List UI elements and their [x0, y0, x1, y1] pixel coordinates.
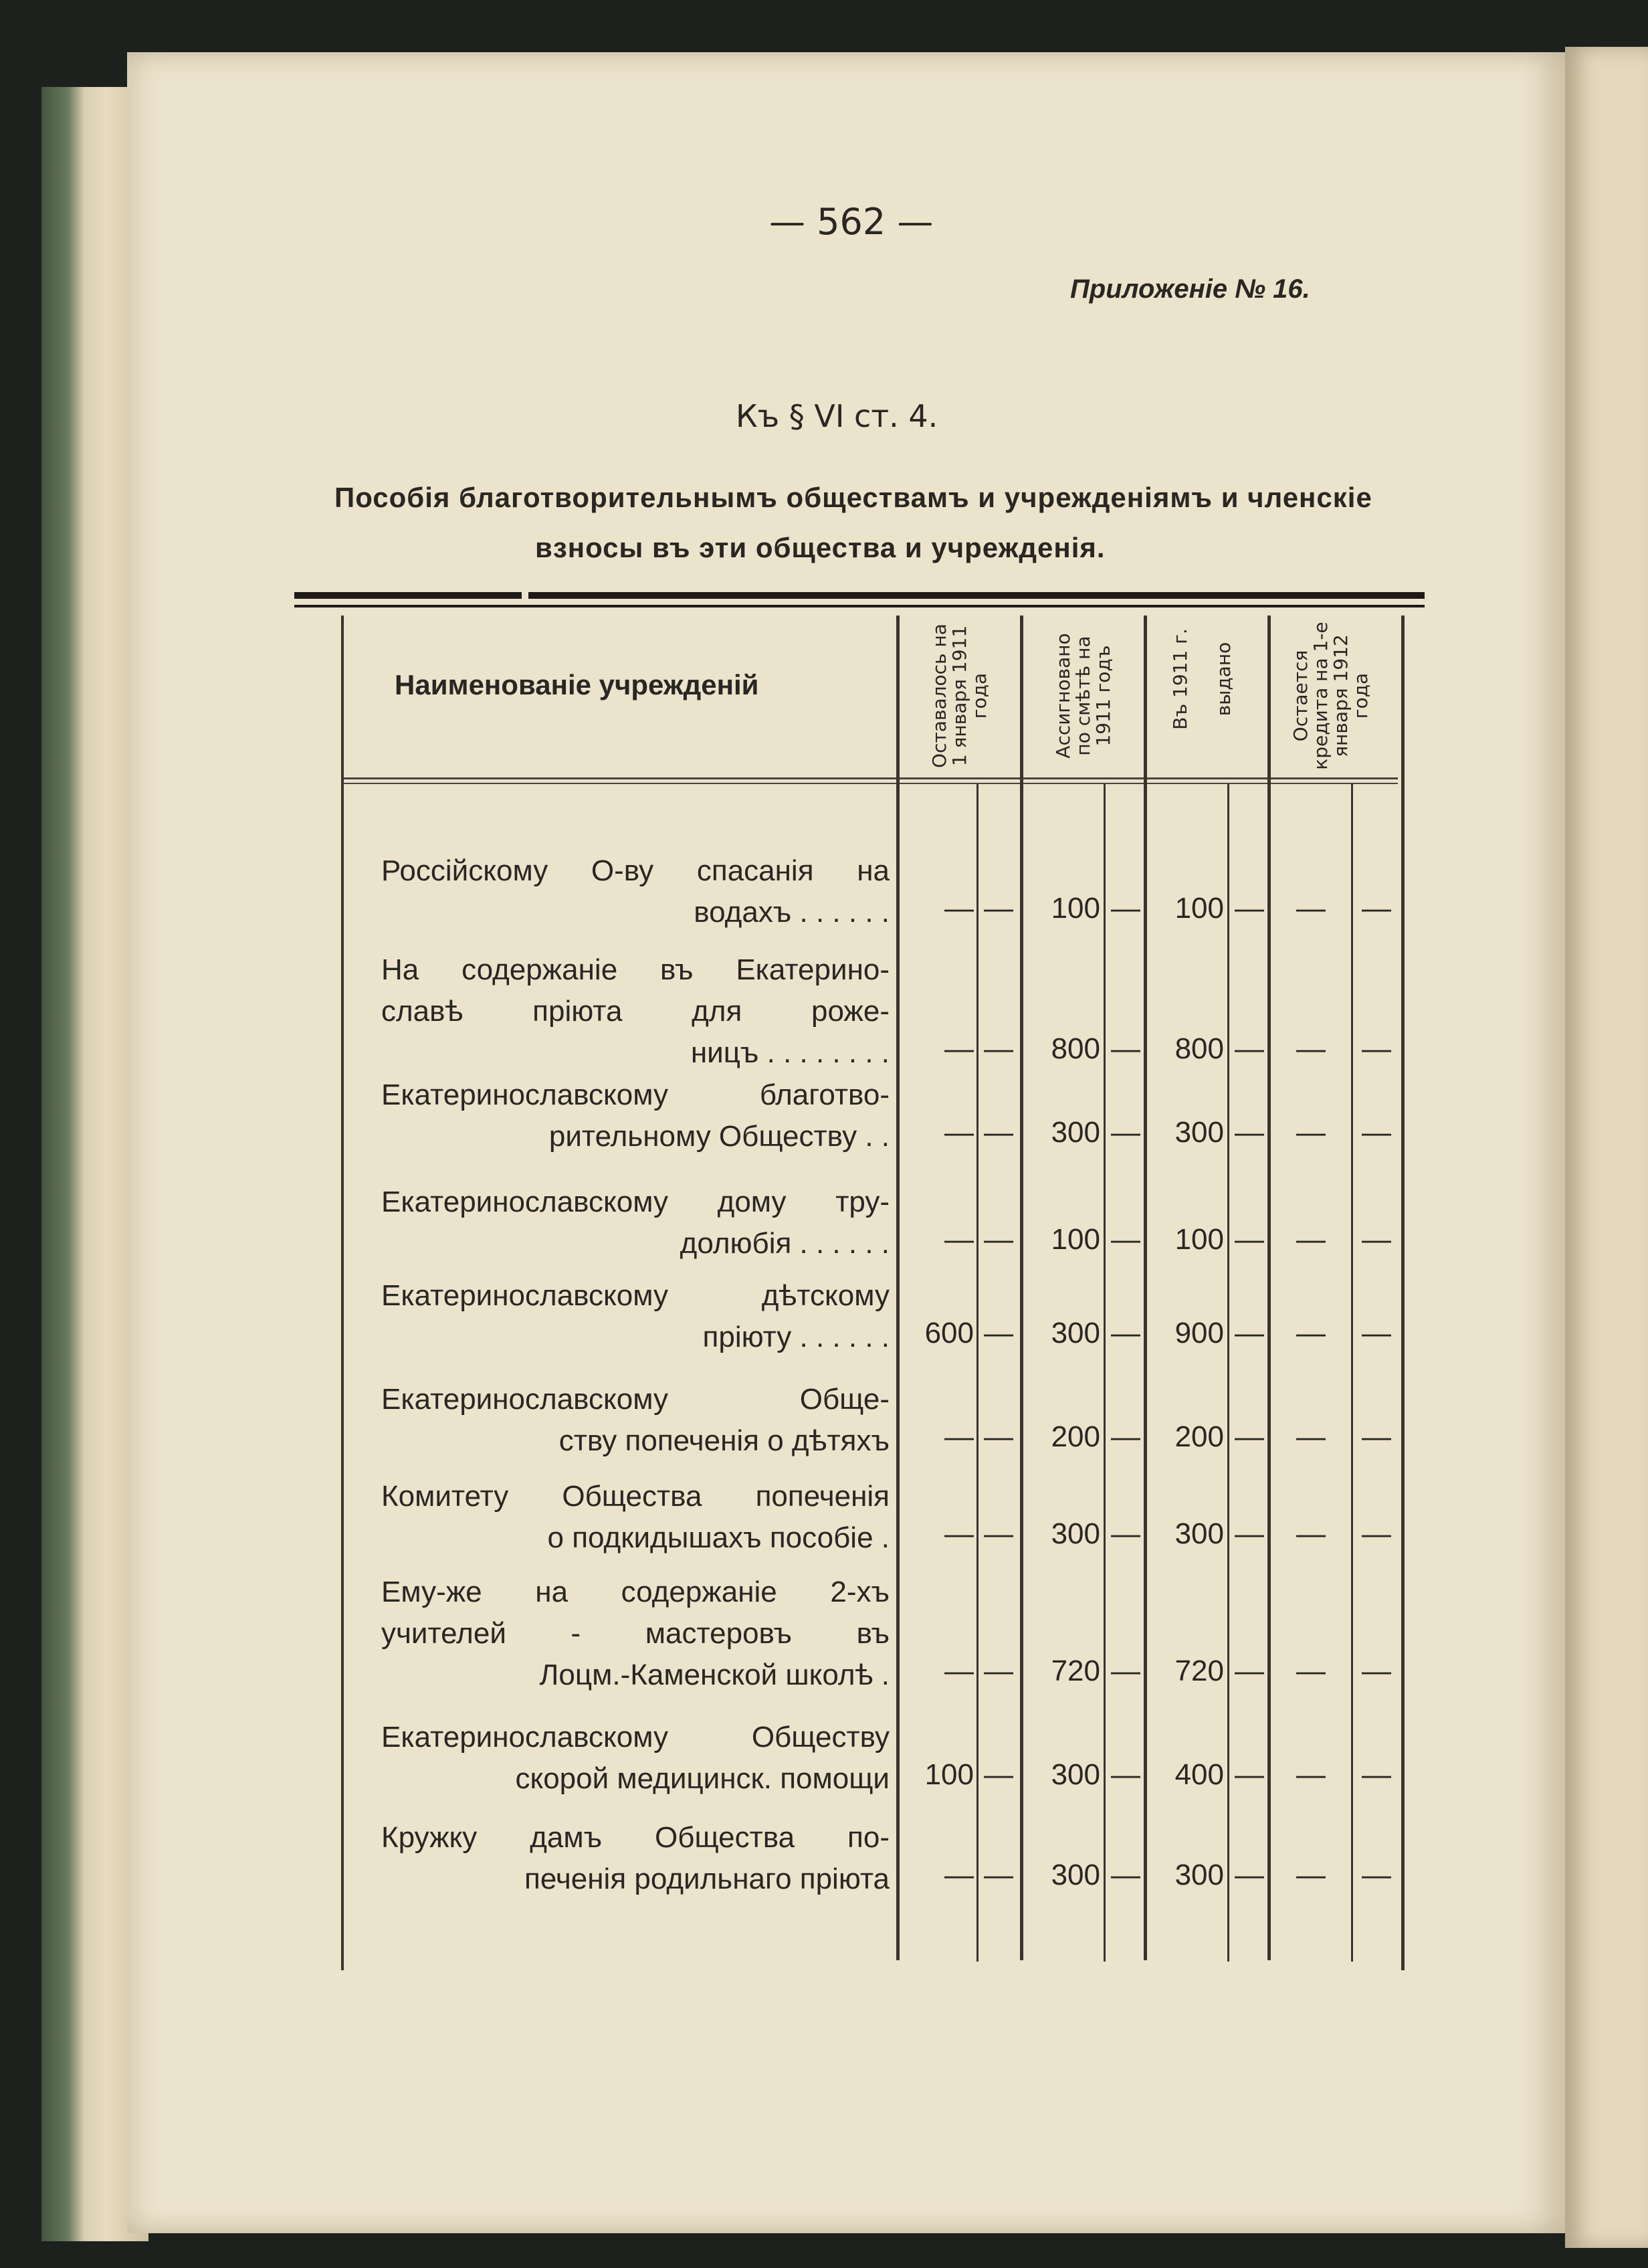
table-left-border — [341, 616, 344, 1970]
page-number: — 562 — — [769, 201, 934, 243]
cell-issued: 300 — [1174, 1517, 1224, 1550]
cell-remaining-1911: 100 — [924, 1758, 974, 1791]
cell-assigned: 720 — [1051, 1655, 1100, 1687]
cell-issued: 300 — [1174, 1116, 1224, 1149]
cell-issued: 200 — [1174, 1420, 1224, 1453]
cell-remaining-1912: — — [1296, 1758, 1326, 1791]
cell-fraction-dash: — — [1362, 1517, 1391, 1550]
cell-fraction-dash: — — [1235, 1758, 1264, 1791]
cell-remaining-1911: — — [944, 1517, 974, 1550]
column-header-assigned: Ассигновано по смѣтѣ на 1911 годъ — [1052, 633, 1114, 759]
column-header-remaining-1911: Оставалось на 1 января 1911 года — [928, 624, 991, 768]
cell-fraction-dash: — — [1235, 1859, 1264, 1891]
table-top-rule-right — [528, 592, 1425, 599]
cell-fraction-dash: — — [1362, 1317, 1391, 1349]
row-name-line: Комитету Общества попеченiя — [381, 1480, 890, 1513]
cell-remaining-1912: — — [1296, 892, 1326, 925]
cell-remaining-1911: — — [944, 1655, 974, 1687]
row-name-line: долюбiя . . . . . . — [680, 1227, 890, 1260]
cell-fraction-dash: — — [1111, 1032, 1140, 1065]
cell-fraction-dash: — — [1235, 1116, 1264, 1149]
cell-fraction-dash: — — [984, 1420, 1013, 1453]
row-name-line: На содержанiе въ Екатерино- — [381, 953, 890, 986]
cell-fraction-dash: — — [1235, 1032, 1264, 1065]
cell-fraction-dash: — — [1362, 1223, 1391, 1256]
cell-fraction-dash: — — [984, 1655, 1013, 1687]
row-name-line: ницъ . . . . . . . . — [690, 1036, 890, 1069]
row-name-line: Екатеринославскому Обще- — [381, 1383, 890, 1416]
row-name-line: о подкидышахъ пособiе . — [547, 1521, 890, 1554]
cell-fraction-dash: — — [984, 1517, 1013, 1550]
cell-fraction-dash: — — [1362, 1655, 1391, 1687]
cell-remaining-1912: — — [1296, 1517, 1326, 1550]
row-name-line: славѣ прiюта для роже- — [381, 995, 890, 1028]
row-name-line: Россiйскому О-ву спасанiя на — [381, 854, 890, 887]
column-header-year: Въ 1911 г. — [1169, 628, 1191, 730]
cell-fraction-dash: — — [984, 1758, 1013, 1791]
cell-remaining-1912: — — [1296, 1420, 1326, 1453]
cell-fraction-dash: — — [984, 1223, 1013, 1256]
cell-assigned: 100 — [1051, 1223, 1100, 1256]
cell-remaining-1911: — — [944, 892, 974, 925]
cell-issued: 900 — [1174, 1317, 1224, 1349]
row-name-line: Екатеринославскому Обществу — [381, 1721, 890, 1754]
row-name-line: Лоцм.-Каменской школѣ . — [539, 1659, 890, 1691]
row-name-line: Екатеринославскому дому тру- — [381, 1186, 890, 1218]
cell-fraction-dash: — — [1111, 1758, 1140, 1791]
next-page-edge — [1565, 47, 1648, 2248]
cell-assigned: 300 — [1051, 1517, 1100, 1550]
row-name-line: скорой медицинск. помощи — [515, 1762, 890, 1795]
cell-fraction-dash: — — [1235, 892, 1264, 925]
cell-issued: 100 — [1174, 892, 1224, 925]
cell-assigned: 200 — [1051, 1420, 1100, 1453]
cell-remaining-1912: — — [1296, 1032, 1326, 1065]
table-title-line2: взносы въ эти общества и учрежденiя. — [535, 532, 1106, 563]
row-name-line: водахъ . . . . . . — [694, 896, 890, 929]
cell-issued: 100 — [1174, 1223, 1224, 1256]
cell-fraction-dash: — — [1111, 892, 1140, 925]
col-divider-name — [896, 616, 900, 1960]
cell-remaining-1911: — — [944, 1859, 974, 1891]
cell-fraction-dash: — — [1362, 1859, 1391, 1891]
cell-fraction-dash: — — [1235, 1517, 1264, 1550]
row-name-line: Кружку дамъ Общества по- — [381, 1821, 890, 1854]
cell-remaining-1911: — — [944, 1032, 974, 1065]
row-name-line: рительному Обществу . . — [548, 1120, 890, 1153]
cell-assigned: 800 — [1051, 1032, 1100, 1065]
row-name-line: Ему-же на содержанiе 2-хъ — [381, 1576, 890, 1608]
cell-issued: 720 — [1174, 1655, 1224, 1687]
cell-remaining-1911: 600 — [924, 1317, 974, 1349]
table-top-rule-left — [294, 592, 522, 599]
cell-remaining-1912: — — [1296, 1223, 1326, 1256]
cell-fraction-dash: — — [1362, 1116, 1391, 1149]
cell-remaining-1912: — — [1296, 1655, 1326, 1687]
cell-fraction-dash: — — [1362, 1420, 1391, 1453]
cell-fraction-dash: — — [984, 1317, 1013, 1349]
row-name-line: Екатеринославскому благотво- — [381, 1078, 890, 1111]
cell-issued: 800 — [1174, 1032, 1224, 1065]
row-name-line: прiюту . . . . . . — [702, 1321, 890, 1353]
column-header-remaining-1912: Остается кредита на 1-е января 1912 года — [1290, 622, 1372, 770]
cell-fraction-dash: — — [1235, 1317, 1264, 1349]
cell-fraction-dash: — — [1111, 1420, 1140, 1453]
cell-assigned: 300 — [1051, 1758, 1100, 1791]
cell-issued: 300 — [1174, 1859, 1224, 1891]
header-divider — [341, 777, 1398, 779]
cell-fraction-dash: — — [1111, 1859, 1140, 1891]
table-top-rule-thin — [294, 605, 1425, 607]
cell-remaining-1912: — — [1296, 1116, 1326, 1149]
cell-remaining-1912: — — [1296, 1317, 1326, 1349]
table-right-border — [1401, 616, 1405, 1970]
cell-fraction-dash: — — [984, 892, 1013, 925]
cell-fraction-dash: — — [1111, 1317, 1140, 1349]
cell-fraction-dash: — — [984, 1859, 1013, 1891]
col-divider-2 — [1020, 616, 1023, 1960]
section-reference: Къ § VI ст. 4. — [736, 398, 938, 434]
cell-fraction-dash: — — [1111, 1655, 1140, 1687]
cell-fraction-dash: — — [984, 1116, 1013, 1149]
cell-fraction-dash: — — [1362, 1032, 1391, 1065]
cell-fraction-dash: — — [1362, 892, 1391, 925]
cell-assigned: 300 — [1051, 1116, 1100, 1149]
column-header-issued: выдано — [1213, 642, 1235, 717]
cell-remaining-1911: — — [944, 1223, 974, 1256]
cell-fraction-dash: — — [1111, 1116, 1140, 1149]
cell-assigned: 300 — [1051, 1859, 1100, 1891]
cell-issued: 400 — [1174, 1758, 1224, 1791]
cell-remaining-1911: — — [944, 1116, 974, 1149]
column-header-name: Наименованiе учрежденiй — [395, 669, 759, 700]
cell-fraction-dash: — — [1362, 1758, 1391, 1791]
cell-fraction-dash: — — [1111, 1517, 1140, 1550]
row-name-line: Екатеринославскому дѣтскому — [381, 1279, 890, 1312]
cell-fraction-dash: — — [1235, 1223, 1264, 1256]
row-name-line: учителей - мастеровъ въ — [381, 1617, 890, 1650]
cell-fraction-dash: — — [1235, 1420, 1264, 1453]
cell-fraction-dash: — — [1111, 1223, 1140, 1256]
appendix-label: Приложенiе № 16. — [1070, 274, 1310, 304]
cell-remaining-1911: — — [944, 1420, 974, 1453]
cell-assigned: 300 — [1051, 1317, 1100, 1349]
row-name-line: печенiя родильнаго прiюта — [524, 1863, 890, 1895]
cell-fraction-dash: — — [1235, 1655, 1264, 1687]
cell-assigned: 100 — [1051, 892, 1100, 925]
table-title-line1: Пособiя благотворительнымъ обществамъ и учрежденiямъ и членскiе — [334, 482, 1372, 513]
col-divider-sub4 — [1351, 784, 1353, 1962]
header-divider-thin — [341, 783, 1398, 784]
row-name-line: ству попеченiя о дѣтяхъ — [558, 1424, 890, 1457]
cell-remaining-1912: — — [1296, 1859, 1326, 1891]
cell-fraction-dash: — — [984, 1032, 1013, 1065]
